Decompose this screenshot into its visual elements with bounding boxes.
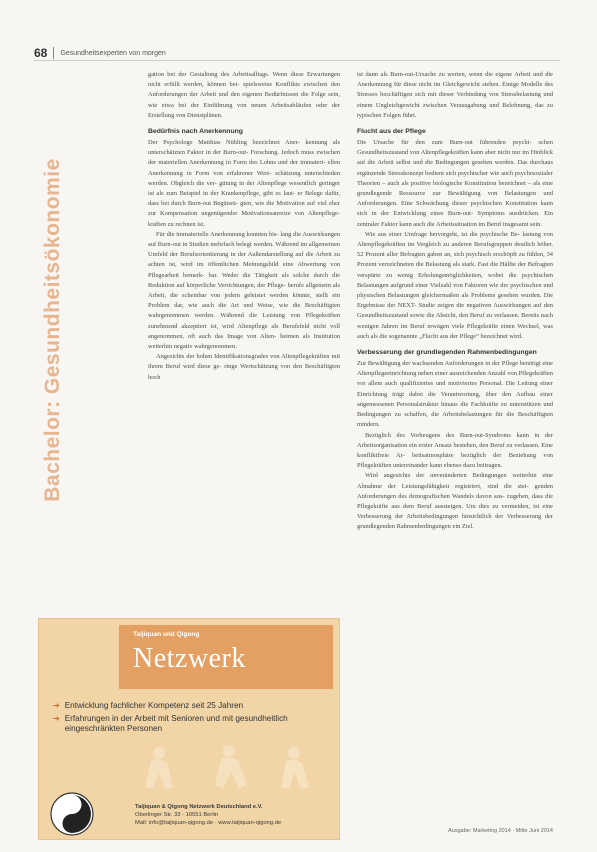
right-column [357,70,553,533]
page-footer: Ausgabe: Marketing 2014 · Mitte Juni 2014 [448,828,553,834]
page-number: 68 [34,46,48,60]
ad-point [53,701,335,712]
right-paragraph: Zur Bewältigung der wachsenden Anforderungen in der Pflege benötigt eine Altenpflegeeinrichtung neben einer ausreichenden Anzahl von Pflegekräften vor allem auch qualifiziertes und motiviertes Personal. Die Leitung einer Einrichtung trägt dabei die Verantwortung, über den Aufbau einer angemessenen Personalstruktur hinaus die Fachkräfte zu unterstützen und Bedingungen zu schaffen, die Arbeitsbelastungen für die Beschäftigten mindern. [357,360,553,429]
running-title: Gesundheitsexperten von morgen [60,49,166,57]
ad-kicker: Taijiquan und Qigong [133,631,200,638]
right-paragraph: Wird angesichts der unveränderten Bedingungen weiterhin eine Abnahme der Leistungsfähigkeit registriert, sind die stei- genden Anforderungen des demografischen Wandels davon aus- zugehen, dass die Pflegekräfte aus dem Beruf aussteigen. Um dies zu vermeiden, ist eine Verbesserung der Arbeitsbedingungen hinsichtlich der Verbesserung der grundlegenden Rahmenbedingungen ein Ziel. [357,472,553,531]
left-paragraph: Für die immaterielle Anerkennung konnten bis- lang die Auswirkungen auf Burn-out in Studien mehrfach belegt werden. Während im allgemeinen Umfeld der Berufsorientierung in der Außendarstellung auf die Arbeit zu achten ist, wird im öffentlichen Meinungsbild eine Abwertung von Pflegearbeit bemerk- bar. Weder die Tätigkeit als solche durch die Reduktion auf körperliche Verrichtungen, der Pflege- berufe allgemein als Arbeit, die scheinbar von jedem geleistet werden könnte, stellt ein Problem dar, wie auch die Art und Weise, wie die Beschäftigten wahrgenommen werden. Während die Leistung von Pflegekräften zunehmend akzeptiert ist, wird Altenpflege als Berufsfeld nicht voll angenommen, oft auch das Image von Alten- heimen als Institution weiterhin negativ wahrgenommen. [148,230,340,351]
section-heading-conditions: Verbesserung der grundlegenden Rahmenbedingungen [357,349,537,357]
side-title-text: Bachelor: Gesundheitsökonomie [41,158,64,502]
header-divider [53,47,54,59]
yin-yang-logo-icon [49,791,95,837]
left-paragraph: Angesichts der hohen Identifikationsgrades von Altenpflegekräften mit ihrem Beruf wird diese ge- ringe Wertschätzung von den Beschäftigten hoch [148,353,340,381]
left-intro: gation bei der Gestaltung des Arbeitsalltags. Wenn diese Erwartungen nicht erfüllt werden, können bei- spielsweise Konflikte zwischen den Anforderungen der Arbeit und den eigenen Bedürfnissen die Folge sein, wie etwa bei der Einführung von neuen Arbeitsabläufen oder der Erstellung von Dienstplänen. [148,71,340,119]
advertisement[interactable] [38,618,340,840]
ad-watermark-figures [129,739,329,799]
ad-org-contact: Oberlinger Str. 33 · 10551 Berlin [135,812,219,818]
arrow-right-icon: ➔ [53,701,60,710]
ad-organisation [135,803,335,827]
ad-org-name: Taijiquan & Qigong Netzwerk Deutschland e.V. [135,804,263,810]
right-paragraph: Die Ursache für den zum Burn-out führenden psychi- schen Gesundheitszustand von Altenpflegekräften kann aber nicht nur im Hinblick auf die Arbeit selbst und die Bedingungen gesehen werden. Das durchaus ergänzende Stresskonzept bedient sich psychischer wie auch psychosozialer Theorien – auch als positive biologische Konstitution bezeichnet – als eine grundlegende Ressource zur Bewältigung von Belastungen und Anforderungen. Eine Schwächung dieser psychischen Konstitution kann sich in der Entwicklung eines Burn-out- Symptoms ausdrücken. Ein zentraler Faktor kann auch die Arbeitssituation im Beruf insgesamt sein. [357,139,553,228]
section-heading-flight: Flucht aus der Pflege [357,128,426,136]
right-paragraph: Bezüglich des Vorbeugens des Burn-out-Syndroms kann in der Arbeitsorganisation ein erster Ansatz bestehen, den Beruf zu verlassen. Eine konfliktfreie Ar- beitsatmosphäre bezüglich der Beziehung von Pflegekräften untereinander kann ebenso dazu beitragen. [357,431,553,470]
left-paragraph: Der Psychologe Matthias Nübling bezeichnet Aner- kennung als unterschätzten Faktor in der Burn-out- Forschung. Jedoch muss zwischen der materiellen Anerkennung in Form des Lohns und der immateri- ellen Anerkennung in Form von erfahrener Wert- schätzung unterschieden werden. Obgleich die ver- gütung in der Altenpflege wesentlich geringer ist als zum Beispiel in der Krankenpflege, gibt es laut- er Belege dafür, dass bei durch Burn-out Begünsti- gten, wie die Motivation auf viel eher zur Kompensation ungenügender Motivationsanreize von Altenpflege- kräften zu rechnen ist. [148,139,340,228]
ad-points [53,701,335,737]
arrow-right-icon: ➔ [53,713,60,723]
section-heading-recognition: Bedürfnis nach Anerkennung [148,128,243,136]
ad-point-text: Entwicklung fachlicher Kompetenz seit 25 Jahren [64,701,244,710]
side-title [40,90,66,570]
ad-org-mail[interactable]: Mail: info@taijiquan-qigong.de · www.taijiquan-qigong.de [135,820,282,826]
header-rule [34,60,560,61]
right-intro: ist dann als Burn-out-Ursache zu werten, wenn die eigene Arbeit und die Anerkennung für diese nicht im Gleichgewicht stehen. Einige Modelle des Stresses beschäftigen sich mit dieser Verbindung von Stressbelastung und einem Ungleichgewicht zwischen Verausgabung und Belohnung, das zu typischen Folgen führt. [357,71,553,119]
right-paragraph: Wie aus einer Umfrage hervorgeht, ist die psychische Be- lastung von Altenpflegekräften im Vergleich zu anderen Berufsgruppen deutlich höher. 52 Prozent aller Befragten gaben an, sich psychisch erschöpft zu fühlen, 34 Prozent verzeichneten die Belastung als stark. Fast die Hälfte der Befragten verspürte zu wenig Erholungsmöglichkeiten, wobei die psychischen Belastungen aufgrund einer Vielzahl von Faktoren wie der psychischen und physischen Belastungen gleichermaßen als Probleme gesehen wurden. Die Ergebnisse der NEXT- Studie zeigen die negativen Auswirkungen auf den Gesundheitszustand sowie die Absicht, den Beruf zu verlassen. Bereits nach wenigen Jahren im Beruf erwägen viele Pflegekräfte einen Wechsel, was auch als die sogenannte „Flucht aus der Pflege“ bezeichnet wird. [357,230,553,340]
ad-point-text: Erfahrungen in der Arbeit mit Senioren und mit gesundheitlich eingeschränkten Personen [64,713,288,733]
ad-point [53,714,335,735]
left-column [148,70,340,383]
ad-title: Netzwerk [133,643,246,674]
page-header [34,46,166,60]
